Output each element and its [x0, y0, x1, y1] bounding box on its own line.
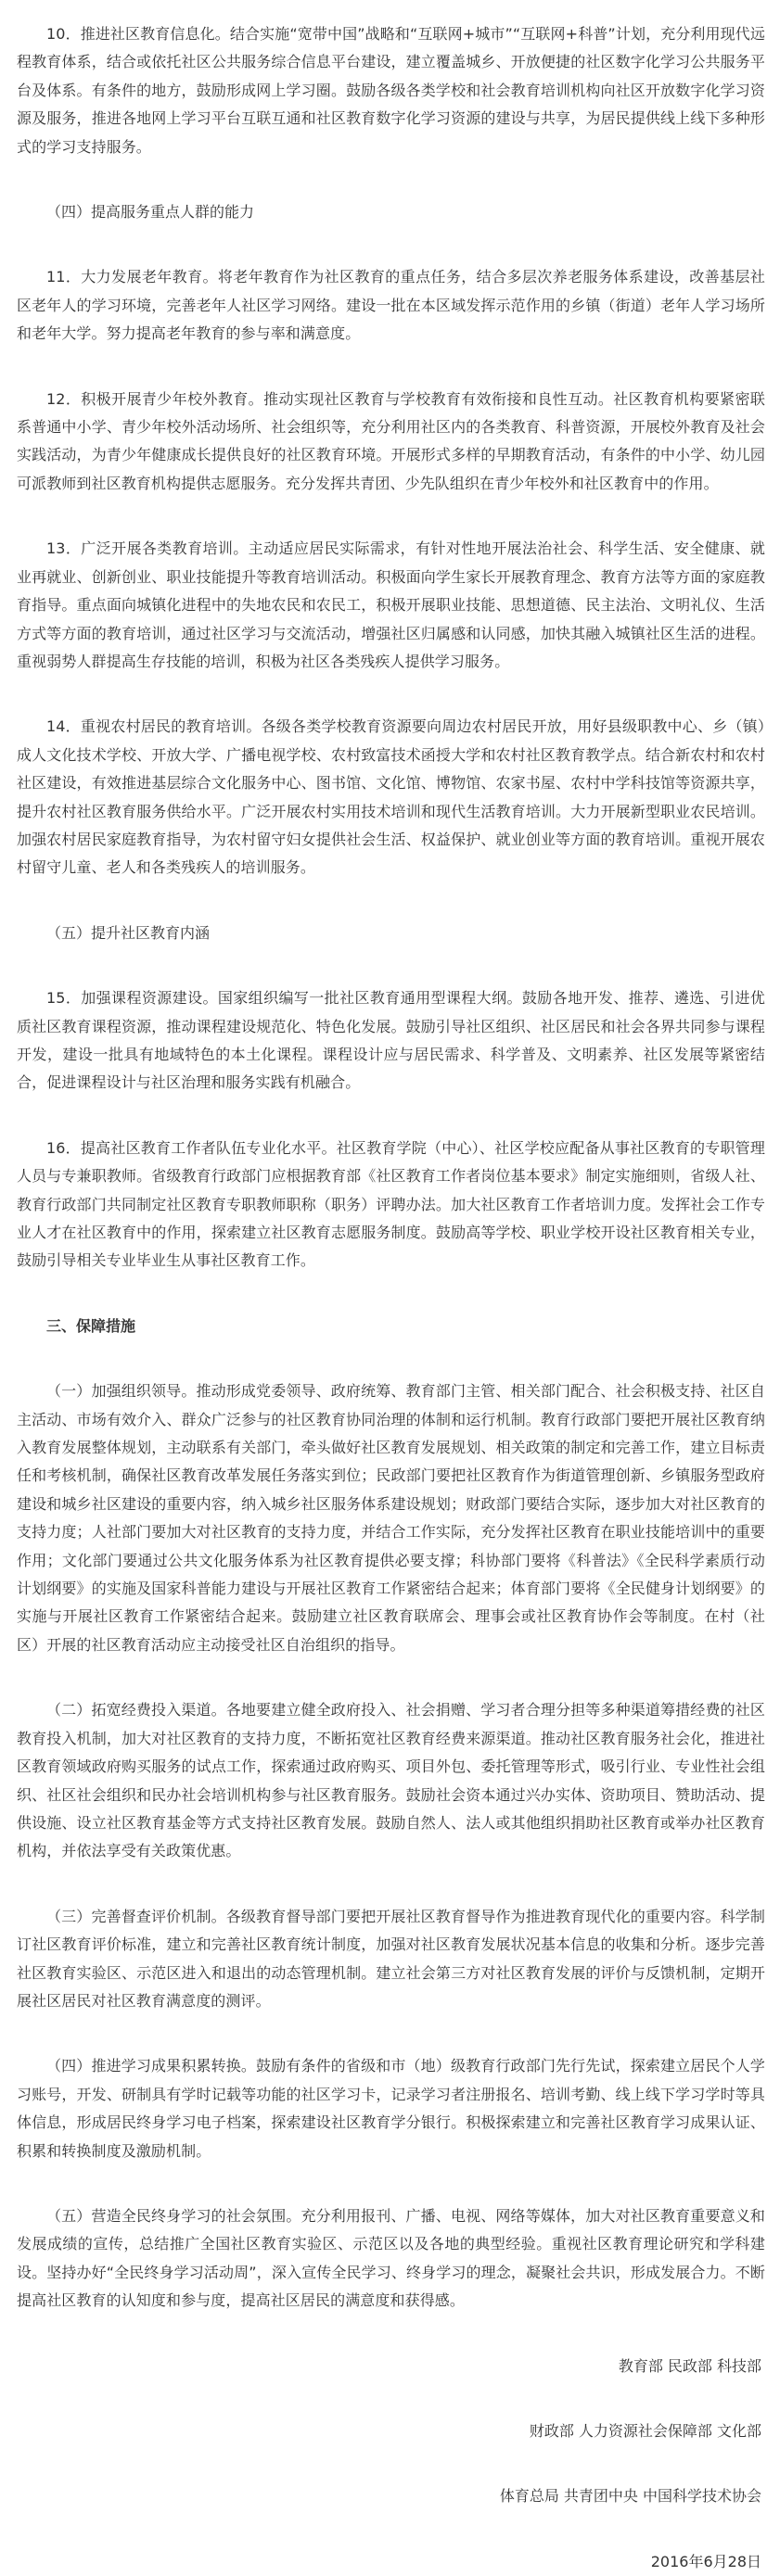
signature-date: 2016年6月28日 [650, 2552, 761, 2570]
paragraph-safeguard-5-social-atmosphere: （五）营造全民终身学习的社会氛围。充分利用报刊、广播、电视、网络等媒体，加大对社区教育重要意义和发展成绩的宣传，总结推广全国社区教育实验区、示范区以及各地的典型经验。重视社区教育理论研究和学科建设。坚持办好“全民终身学习活动周”，深入宣传全民学习、终身学习的理念，凝聚社会共识，形成发展合力。不断提高社区教育的认知度和参与度，提高社区居民的满意度和获得感。 [17, 2206, 765, 2310]
paragraph-13-education-training: 13．广泛开展各类教育培训。主动适应居民实际需求，有针对性地开展法治社会、科学生活、安全健康、就业再就业、创新创业、职业技能提升等教育培训活动。积极面向学生家长开展教育理念、教育方法等方面的家庭教育指导。重点面向城镇化进程中的失地农民和农民工，积极开展职业技能、思想道德、民主法治、文明礼仪、生活方式等方面的教育培训，通过社区学习与交流活动，增强社区归属感和认同感，加快其融入城镇社区生活的进程。重视弱势人群提高生存技能的培训，积极为社区各类残疾人提供学习服务。 [17, 539, 765, 670]
paragraph-11-elderly-education: 11．大力发展老年教育。将老年教育作为社区教育的重点任务，结合多层次养老服务体系建设，改善基层社区老年人的学习环境，完善老年人社区学习网络。建设一批在本区域发挥示范作用的乡镇（街道）老年人学习场所和老年大学。努力提高老年教育的参与率和满意度。 [17, 268, 765, 343]
signature-block [17, 2353, 765, 2576]
section-heading-4: （四）提高服务重点人群的能力 [46, 203, 255, 222]
paragraph-safeguard-4-learning-credits: （四）推进学习成果积累转换。鼓励有条件的省级和市（地）级教育行政部门先行先试，探索建立居民个人学习账号，开发、研制具有学时记载等功能的社区学习卡，记录学习者注册报名、培训考勤、线上线下学习学时等具体信息，形成居民终身学习电子档案，探索建设社区教育学分银行。积极探索建立和完善社区教育学习成果认证、积累和转换制度及激励机制。 [17, 2057, 765, 2160]
paragraph-12-youth-extracurricular: 12．积极开展青少年校外教育。推动实现社区教育与学校教育有效衔接和良性互动。社区教育机构要紧密联系普通中小学、青少年校外活动场所、社会组织等，充分利用社区内的各类教育、科普资源，开展校外教育及社会实践活动，为青少年健康成长提供良好的社区教育环境。开展形式多样的早期教育活动，有条件的中小学、幼儿园可派教师到社区教育机构提供志愿服务。充分发挥共青团、少先队组织在青少年校外和社区教育中的作用。 [17, 389, 765, 492]
paragraph-10-education-informatization: 10．推进社区教育信息化。结合实施“宽带中国”战略和“互联网+城市”“互联网+科普”计划，充分利用现代远程教育体系，结合或依托社区公共服务综合信息平台建设，建立覆盖城乡、开放便捷的社区数字化学习公共服务平台及体系。有条件的地方，鼓励形成网上学习圈。鼓励各级各类学校和社会教育培训机构向社区开放数字化学习资源及服务，推进各地网上学习平台互联互通和社区教育数字化学习资源的建设与共享，为居民提供线上线下多种形式的学习支持服务。 [17, 25, 765, 156]
paragraph-safeguard-3-supervision: （三）完善督查评价机制。各级教育督导部门要把开展社区教育督导作为推进教育现代化的重要内容。科学制订社区教育评价标准，建立和完善社区教育统计制度，加强对社区教育发展状况基本信息的收集和分析。逐步完善社区教育实验区、示范区进入和退出的动态管理机制。建立社会第三方对社区教育发展的评价与反馈机制，定期开展社区居民对社区教育满意度的测评。 [17, 1907, 765, 2010]
signature-line-1: 教育部 民政部 科技部 [618, 2356, 761, 2375]
signature-line-3: 体育总局 共青团中央 中国科学技术协会 [499, 2487, 761, 2506]
section-heading-5: （五）提升社区教育内涵 [46, 923, 211, 942]
paragraph-14-rural-education: 14．重视农村居民的教育培训。各级各类学校教育资源要向周边农村居民开放，用好县级职教中心、乡（镇）成人文化技术学校、开放大学、广播电视学校、农村致富技术函授大学和农村社区教育教学点。结合新农村和农村社区建设，有效推进基层综合文化服务中心、图书馆、文化馆、博物馆、农家书屋、农村中学科技馆等资源共享，提升农村社区教育服务供给水平。广泛开展农村实用技术培训和现代生活教育培训。大力开展新型职业农民培训。加强农村居民家庭教育指导，为农村留守妇女提供社会生活、权益保护、就业创业等方面的教育培训。重视开展农村留守儿童、老人和各类残疾人的培训服务。 [17, 717, 765, 877]
paragraph-safeguard-1-organization: （一）加强组织领导。推动形成党委领导、政府统筹、教育部门主管、相关部门配合、社会积极支持、社区自主活动、市场有效介入、群众广泛参与的社区教育协同治理的体制和运行机制。教育行政部门要把开展社区教育纳入教育发展整体规划，主动联系有关部门，牵头做好社区教育发展规划、相关政策的制定和完善工作，建立目标责任和考核机制，确保社区教育改革发展任务落实到位；民政部门要把社区教育作为街道管理创新、乡镇服务型政府建设和城乡社区建设的重要内容，纳入城乡社区服务体系建设规划；财政部门要结合实际，逐步加大对社区教育的支持力度；人社部门要加大对社区教育的支持力度，并结合工作实际，充分发挥社区教育在职业技能培训中的重要作用；文化部门要通过公共文化服务体系为社区教育提供必要支撑；科协部门要将《科普法》《全民科学素质行动计划纲要》的实施及国家科普能力建设与开展社区教育工作紧密结合起来；体育部门要将《全民健身计划纲要》的实施与开展社区教育工作紧密结合起来。鼓励建立社区教育联席会、理事会或社区教育协作会等制度。在村（社区）开展的社区教育活动应主动接受社区自治组织的指导。 [17, 1382, 765, 1654]
paragraph-16-workforce-professionalization: 16．提高社区教育工作者队伍专业化水平。社区教育学院（中心）、社区学校应配备从事社区教育的专职管理人员与专兼职教师。省级教育行政部门应根据教育部《社区教育工作者岗位基本要求》制定实施细则，省级人社、教育行政部门共同制定社区教育专职教师职称（职务）评聘办法。加大社区教育工作者培训力度。发挥社会工作专业人才在社区教育中的作用，探索建立社区教育志愿服务制度。鼓励高等学校、职业学校开设社区教育相关专业，鼓励引导相关专业毕业生从事社区教育工作。 [17, 1138, 765, 1270]
paragraph-safeguard-2-funding: （二）拓宽经费投入渠道。各地要建立健全政府投入、社会捐赠、学习者合理分担等多种渠道筹措经费的社区教育投入机制，加大对社区教育的支持力度，不断拓宽社区教育经费来源渠道。推动社区教育服务社会化，推进社区教育领域政府购买服务的试点工作，探索通过政府购买、项目外包、委托管理等形式，吸引行业、专业性社会组织、社区社会组织和民办社会培训机构参与社区教育服务。鼓励社会资本通过兴办实体、资助项目、赞助活动、提供设施、设立社区教育基金等方式支持社区教育发展。鼓励自然人、法人或其他组织捐助社区教育或举办社区教育机构，并依法享受有关政策优惠。 [17, 1701, 765, 1860]
paragraph-15-curriculum-resources: 15．加强课程资源建设。国家组织编写一批社区教育通用型课程大纲。鼓励各地开发、推荐、遴选、引进优质社区教育课程资源，推动课程建设规范化、特色化发展。鼓励引导社区组织、社区居民和社会各界共同参与课程开发，建设一批具有地域特色的本土化课程。课程设计应与居民需求、科学普及、文明素养、社区发展等紧密结合，促进课程设计与社区治理和服务实践有机融合。 [17, 989, 765, 1092]
signature-line-2: 财政部 人力资源社会保障部 文化部 [529, 2422, 761, 2440]
major-heading-safeguards: 三、保障措施 [46, 1316, 136, 1335]
